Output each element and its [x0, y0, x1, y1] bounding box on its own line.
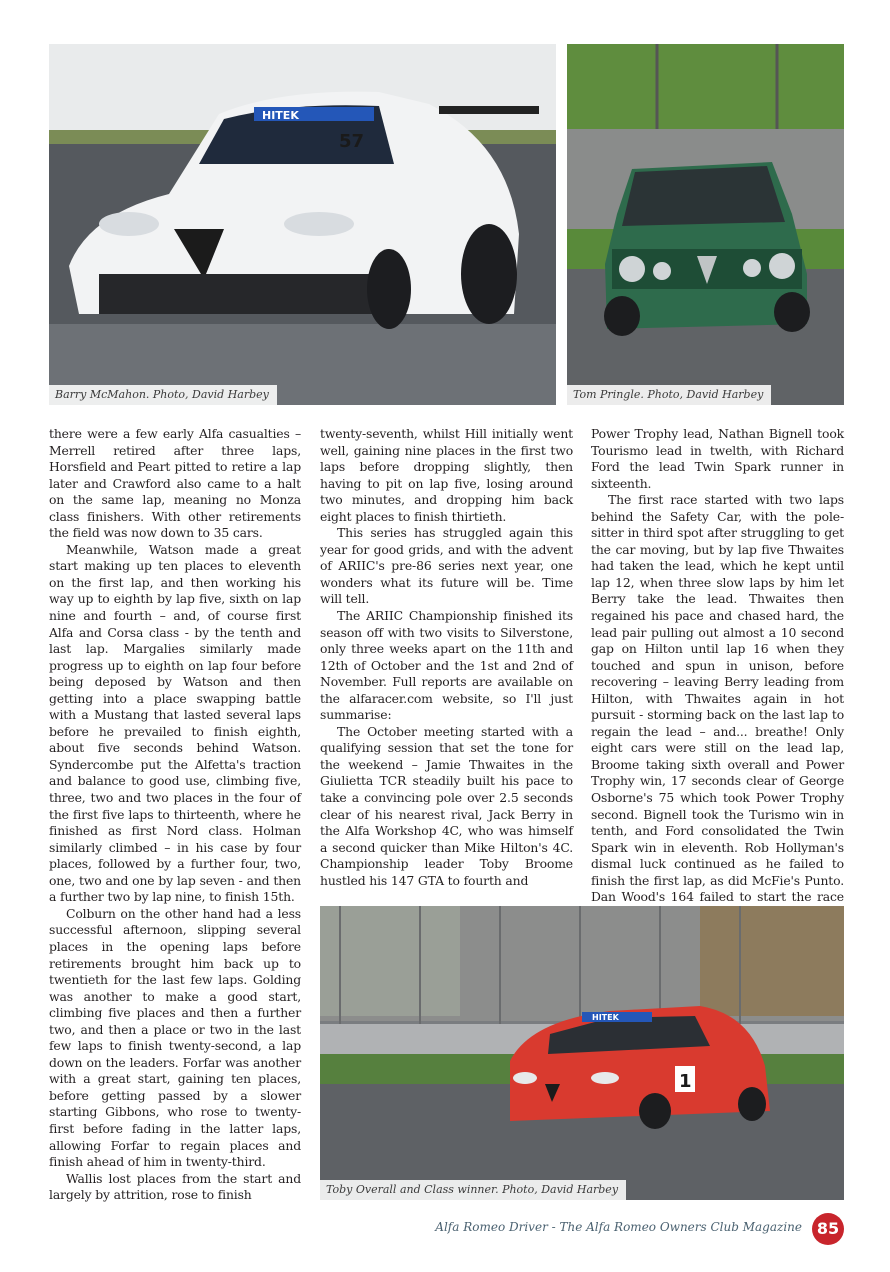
car-race-number: 57 [339, 131, 365, 152]
photo-barry-mcmahon [49, 44, 556, 405]
photo-caption: Toby Overall and Class winner. Photo, David Harbey [320, 1180, 626, 1200]
car-race-number: 1 [679, 1071, 692, 1092]
photo-caption: Tom Pringle. Photo, David Harbey [567, 385, 771, 405]
article-paragraph: The ARIIC Championship finished its season off with two visits to Silverstone, only three weeks apart on the 11th and 12th of October and the 1st and 2nd of November. Full reports are available on the alfaracer.com website, so I'll just summarise: [320, 608, 573, 723]
white-giulia-car-image [49, 44, 556, 405]
article-column-1 [49, 426, 301, 1204]
article-paragraph: there were a few early Alfa casualties – Merrell retired after three laps, Horsfield and Peart pitted to retire a lap later and Crawford also came to a halt on the same lap, meaning no Monza class finishers. With other retirements the field was now down to 35 cars. [49, 426, 301, 541]
photo-toby-overall [320, 906, 844, 1200]
article-column-3 [591, 426, 844, 922]
page-number-badge: 85 [812, 1213, 844, 1245]
article-paragraph: The first race started with two laps behind the Safety Car, with the pole-sitter in third spot after struggling to get the car moving, but by lap five Thwaites had taken the lead, which he kept until lap 12, when three slow laps by him let Berry take the lead. Thwaites then regained his pace and chased hard, the lead pair pulling out almost a 10 second gap on Hilton until lap 16 when they touched and spun in unison, before recovering – leaving Berry leading from Hilton, with Thwaites again in hot pursuit - storming back on the last lap to regain the lead – and... breathe! Only eight cars were still on the lead lap, Broome taking sixth overall and Power Trophy win, 17 seconds clear of George Osborne's 75 which took Power Trophy second. Bignell took the Turismo win in tenth, and Ford consolidated the Twin Spark win in eleventh. Rob Hollyman's dismal luck continued as he failed to finish the first lap, as did McFie's Punto. Dan Wood's 164 failed to start the race [591, 492, 844, 905]
article-paragraph: The October meeting started with a qualifying session that set the tone for the weekend – Jamie Thwaites in the Giulietta TCR steadily built his pace to take a convincing pole over 2.5 seconds clear of his nearest rival, Jack Berry in the Alfa Workshop 4C, who was himself a second quicker than Mike Hilton's 4C. Championship leader Toby Broome hustled his 147 GTA to fourth and [320, 723, 573, 888]
red-147-car-image [320, 906, 844, 1200]
magazine-footer: Alfa Romeo Driver - The Alfa Romeo Owners Club Magazine [435, 1220, 802, 1234]
car-decal-hitek: HITEK [592, 1013, 619, 1022]
article-paragraph: This series has struggled again this year for good grids, and with the advent of ARIIC's pre-86 series next year, one wonders what its future will be. Time will tell. [320, 525, 573, 607]
car-decal-hitek: HITEK [262, 109, 299, 122]
green-giulia-car-image [567, 44, 844, 405]
photo-caption: Barry McMahon. Photo, David Harbey [49, 385, 277, 405]
article-paragraph: Wallis lost places from the start and largely by attrition, rose to finish [49, 1170, 301, 1203]
article-paragraph: Meanwhile, Watson made a great start making up ten places to eleventh on the first lap, and then working his way up to eighth by lap five, sixth on lap nine and fourth – and, of course first Alfa and Corsa class - by the tenth and last lap. Margalies similarly made progress up to eighth on lap four before being deposed by Watson and then getting into a place swapping battle with a Mustang that lasted several laps before he prevailed to finish eighth, about five seconds behind Watson. Syndercombe put the Alfetta's traction and balance to good use, climbing five, three, two and two places in the four of the first five laps to thirteenth, where he finished as first Nord class. Holman similarly climbed – in his case by four places, followed by a further four, two, one, two and one by lap seven - and then a further two by lap nine, to finish 15th. [49, 541, 301, 905]
article-paragraph: twenty-seventh, whilst Hill initially went well, gaining nine places in the first two laps before dropping slightly, then having to pit on lap five, losing around two minutes, and dropping him back eight places to finish thirtieth. [320, 426, 573, 524]
article-paragraph: Power Trophy lead, Nathan Bignell took Tourismo lead in twelth, with Richard Ford the lead Twin Spark runner in sixteenth. [591, 426, 844, 491]
article-column-2 [320, 426, 573, 889]
photo-tom-pringle [567, 44, 844, 405]
article-paragraph: Colburn on the other hand had a less successful afternoon, slipping several places in the opening laps before retirements brought him back up to twentieth for the last few laps. Golding was another to make a good start, climbing five places and then a further two, and then a place or two in the last few laps to finish twenty-second, a lap down on the leaders. Forfar was another with a great start, gaining ten places, before getting passed by a slower starting Gibbons, who rose to twenty-first before fading in the latter laps, allowing Forfar to regain places and finish ahead of him in twenty-third. [49, 905, 301, 1170]
